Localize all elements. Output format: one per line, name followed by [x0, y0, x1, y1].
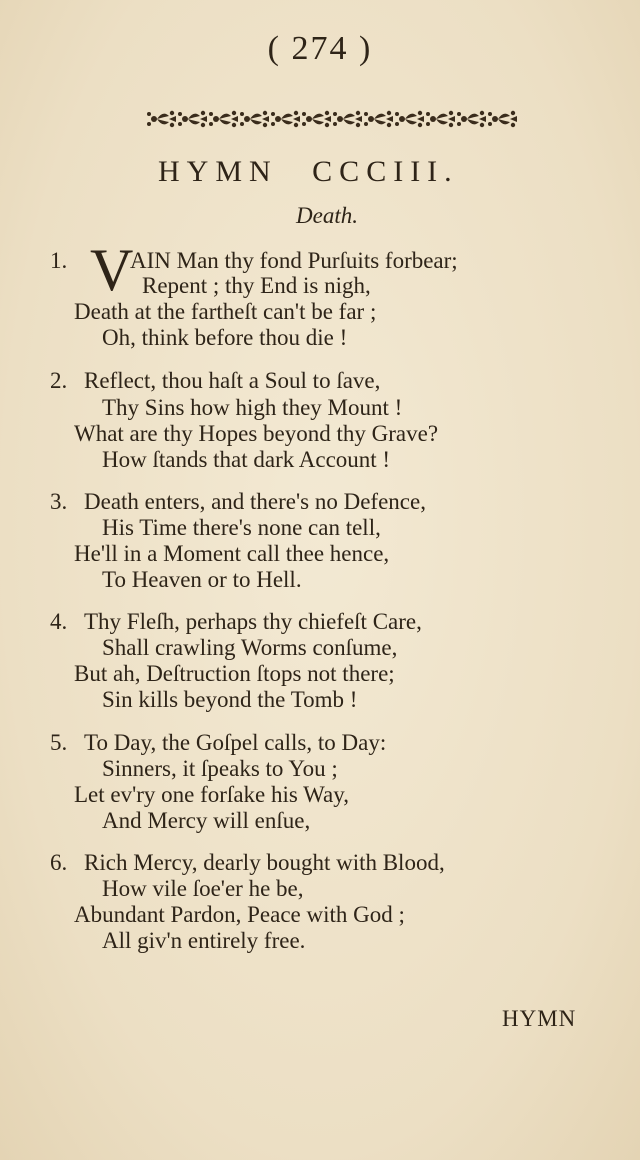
verse-line: Repent ; thy End is nigh, [142, 273, 371, 298]
verse-line: Sinners, it ſpeaks to You ; [102, 756, 338, 781]
stanza-number: 1. [50, 248, 68, 273]
hymn-title [158, 155, 459, 189]
verse-line: Abundant Pardon, Peace with God ; [74, 902, 405, 927]
verse-line: Sin kills beyond the Tomb ! [102, 687, 358, 712]
verse-line: How ſtands that dark Account ! [102, 447, 391, 472]
verse-line: All giv'n entirely free. [102, 928, 306, 953]
hymn-subtitle: Death. [296, 203, 358, 228]
stanza-number: 6. [50, 850, 68, 875]
verse-line: Reflect, thou haſt a Soul to ſave, [84, 368, 381, 393]
verse-line: Death at the fartheſt can't be far ; [74, 299, 377, 324]
floral-ornament-band-icon [145, 104, 520, 134]
hymn-title-word: HYMN [158, 155, 278, 188]
verse-line: But ah, Deſtruction ſtops not there; [74, 661, 395, 686]
verse-line: How vile ſoe'er he be, [102, 876, 304, 901]
stanza-number: 5. [50, 730, 68, 755]
verse-line: To Day, the Goſpel calls, to Day: [84, 730, 387, 755]
verse-line: Thy Sins how high they Mount ! [102, 395, 403, 420]
verse-line: Death enters, and there's no Defence, [84, 489, 426, 514]
page-number: ( 274 ) [267, 30, 373, 67]
verse-line: He'll in a Moment call thee hence, [74, 541, 390, 566]
verse-line: Shall crawling Worms conſume, [102, 635, 398, 660]
stanza-number: 2. [50, 368, 68, 393]
verse-line: Oh, think before thou die ! [102, 325, 348, 350]
drop-cap: V [90, 237, 134, 303]
stanza-number: 3. [50, 489, 68, 514]
verse-line: Thy Fleſh, perhaps thy chiefeſt Care, [84, 609, 422, 634]
verse-line: Let ev'ry one forſake his Way, [74, 782, 350, 807]
catchword: HYMN [502, 1006, 577, 1031]
verse-line: His Time there's none can tell, [102, 515, 381, 540]
verse-line: And Mercy will enſue, [102, 808, 311, 833]
hymn-title-numeral: CCCIII. [312, 155, 459, 188]
verse-line: What are thy Hopes beyond thy Grave? [74, 421, 439, 446]
verse-line: To Heaven or to Hell. [102, 567, 302, 592]
verse-line: Rich Mercy, dearly bought with Blood, [84, 850, 445, 875]
stanza-number: 4. [50, 609, 68, 634]
verse-line: AIN Man thy fond Purſuits forbear; [130, 248, 458, 273]
